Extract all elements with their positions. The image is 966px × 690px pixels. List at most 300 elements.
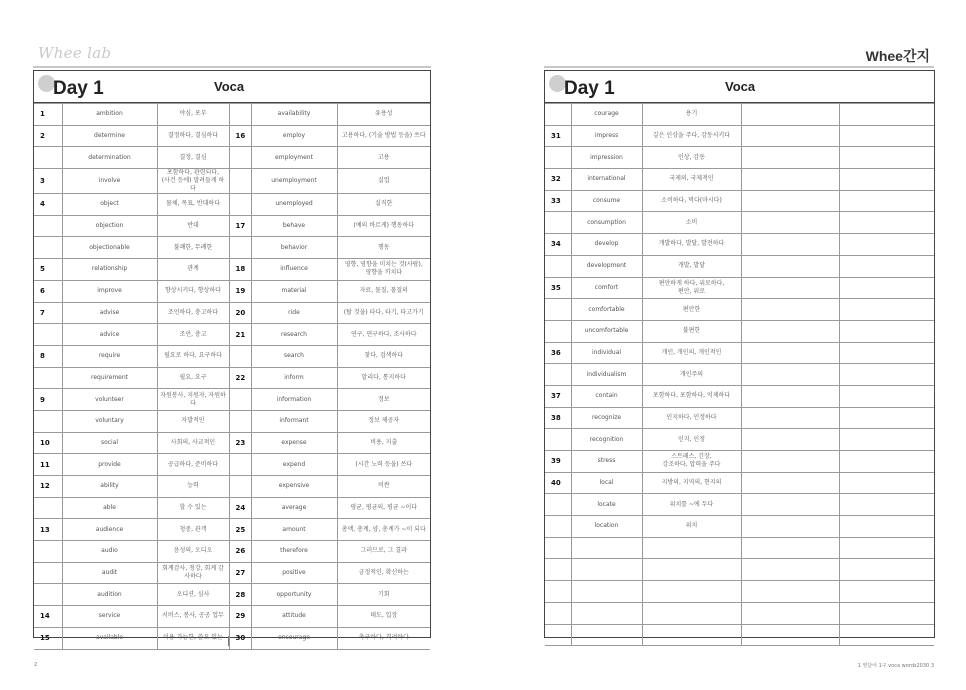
- table-cell: 불쾌한, 무례한: [157, 237, 229, 259]
- word-number: [545, 255, 571, 277]
- table-cell: unemployed: [251, 194, 337, 216]
- table-cell: [741, 190, 839, 212]
- table-cell: [839, 169, 934, 191]
- table-cell: expense: [251, 432, 337, 454]
- word-number: 23: [229, 432, 251, 454]
- table-cell: 자원봉사, 지원자, 자원하다: [157, 389, 229, 411]
- table-cell: 개인주의: [642, 364, 741, 386]
- table-cell: 개발, 발달: [642, 255, 741, 277]
- table-cell: 실직한: [337, 194, 430, 216]
- table-row: [34, 454, 430, 476]
- table-cell: [839, 602, 934, 624]
- table-cell: [571, 602, 642, 624]
- table-cell: [839, 559, 934, 581]
- word-number: 2: [34, 125, 62, 147]
- table-cell: [741, 472, 839, 494]
- word-number: 5: [34, 259, 62, 281]
- table-cell: 필요, 요구: [157, 367, 229, 389]
- word-number: [545, 364, 571, 386]
- table-row: [34, 367, 430, 389]
- table-cell: 개인, 개인의, 개인적인: [642, 342, 741, 364]
- word-number: [229, 237, 251, 259]
- word-number: [34, 237, 62, 259]
- page-number-left: 2: [34, 662, 38, 668]
- table-cell: 편안한: [642, 299, 741, 321]
- brand-logo-right: Whee간지: [865, 48, 930, 64]
- table-cell: 찾다, 검색하다: [337, 345, 430, 367]
- vocab-page-left: [33, 70, 431, 643]
- word-number: 29: [229, 606, 251, 628]
- table-row: [34, 169, 430, 194]
- table-cell: [839, 407, 934, 429]
- table-cell: service: [62, 606, 157, 628]
- word-number: 30: [229, 627, 251, 649]
- word-number: 17: [229, 215, 251, 237]
- table-cell: [642, 559, 741, 581]
- table-row: [34, 280, 430, 302]
- table-cell: 평균, 평균의, 평균 ~이다: [337, 497, 430, 519]
- table-cell: [571, 581, 642, 603]
- table-row: [34, 562, 430, 584]
- word-number: 22: [229, 367, 251, 389]
- table-cell: 결정, 결심: [157, 147, 229, 169]
- table-cell: improve: [62, 280, 157, 302]
- word-number: 20: [229, 302, 251, 324]
- table-cell: 정보 제공자: [337, 410, 430, 432]
- table-cell: voluntary: [62, 410, 157, 432]
- word-number: [545, 494, 571, 516]
- word-number: 33: [545, 190, 571, 212]
- table-row: [34, 125, 430, 147]
- table-cell: [571, 537, 642, 559]
- word-number: 1: [34, 104, 62, 126]
- word-number: 36: [545, 342, 571, 364]
- word-number: [545, 537, 571, 559]
- table-cell: develop: [571, 234, 642, 256]
- table-cell: provide: [62, 454, 157, 476]
- table-cell: [839, 581, 934, 603]
- table-cell: 포함하다, 포함하다, 억제하다: [642, 385, 741, 407]
- table-cell: 자발적인: [157, 410, 229, 432]
- table-cell: average: [251, 497, 337, 519]
- table-cell: [839, 234, 934, 256]
- word-number: 21: [229, 324, 251, 346]
- table-cell: local: [571, 472, 642, 494]
- word-number: 3: [34, 169, 62, 194]
- table-cell: [839, 494, 934, 516]
- table-cell: availability: [251, 104, 337, 126]
- table-cell: impress: [571, 125, 642, 147]
- table-row: [34, 302, 430, 324]
- table-cell: recognition: [571, 429, 642, 451]
- table-cell: [741, 169, 839, 191]
- word-number: [34, 147, 62, 169]
- table-row: [34, 324, 430, 346]
- word-number: [545, 320, 571, 342]
- table-row: [34, 215, 430, 237]
- word-number: 34: [545, 234, 571, 256]
- table-cell: impression: [571, 147, 642, 169]
- word-number: [229, 194, 251, 216]
- word-number: [545, 212, 571, 234]
- table-cell: 스트레스, 긴장, 강조하다, 압력을 주다: [642, 451, 741, 473]
- table-cell: audience: [62, 519, 157, 541]
- table-row: [34, 476, 430, 498]
- table-cell: amount: [251, 519, 337, 541]
- table-cell: [741, 385, 839, 407]
- table-row: [545, 125, 934, 147]
- table-cell: 태도, 입장: [337, 606, 430, 628]
- table-cell: [741, 429, 839, 451]
- table-row: [545, 472, 934, 494]
- voca-title: Voca: [725, 79, 756, 94]
- table-row: [34, 104, 430, 126]
- word-number: [545, 559, 571, 581]
- table-cell: employment: [251, 147, 337, 169]
- table-cell: involve: [62, 169, 157, 194]
- table-cell: positive: [251, 562, 337, 584]
- table-cell: requirement: [62, 367, 157, 389]
- table-cell: therefore: [251, 541, 337, 563]
- word-number: 38: [545, 407, 571, 429]
- table-row: [545, 429, 934, 451]
- table-cell: 관계: [157, 259, 229, 281]
- word-number: [229, 410, 251, 432]
- table-cell: (탈 것을) 타다, 타기, 타고가기: [337, 302, 430, 324]
- table-cell: social: [62, 432, 157, 454]
- table-cell: encourage: [251, 627, 337, 649]
- table-cell: 유용성: [337, 104, 430, 126]
- table-cell: influence: [251, 259, 337, 281]
- table-cell: 지방의, 지역의, 현지의: [642, 472, 741, 494]
- table-cell: 깊은 인상을 주다, 감동시키다: [642, 125, 741, 147]
- table-cell: 연구, 연구하다, 조사하다: [337, 324, 430, 346]
- table-cell: (시간 노력 등을) 쓰다: [337, 454, 430, 476]
- table-cell: ride: [251, 302, 337, 324]
- table-cell: 행동: [337, 237, 430, 259]
- table-row: [545, 147, 934, 169]
- table-cell: 위치를 ~에 두다: [642, 494, 741, 516]
- table-cell: 비싼: [337, 476, 430, 498]
- table-cell: uncomfortable: [571, 320, 642, 342]
- table-cell: 청중, 관객: [157, 519, 229, 541]
- table-cell: [741, 212, 839, 234]
- table-cell: [741, 581, 839, 603]
- word-number: 26: [229, 541, 251, 563]
- vocab-page-right: [544, 70, 935, 638]
- word-number: [229, 104, 251, 126]
- table-cell: require: [62, 345, 157, 367]
- table-cell: [839, 451, 934, 473]
- table-cell: 인지, 인정: [642, 429, 741, 451]
- table-cell: [839, 147, 934, 169]
- word-number: 37: [545, 385, 571, 407]
- table-cell: [839, 125, 934, 147]
- table-cell: 영향, 영향을 미치는 것(사람), 영향을 끼치다: [337, 259, 430, 281]
- table-cell: [741, 407, 839, 429]
- word-number: [34, 541, 62, 563]
- table-cell: 포함하다, 관련되다, (사건 등에) 말려들게 하다: [157, 169, 229, 194]
- table-cell: 필요로 하다, 요구하다: [157, 345, 229, 367]
- table-row: [34, 237, 430, 259]
- page-header: [34, 71, 430, 103]
- table-cell: stress: [571, 451, 642, 473]
- table-cell: 비용, 지출: [337, 432, 430, 454]
- word-number: [545, 104, 571, 126]
- table-cell: 총액, 총계, 양, 총계가 ~이 되다: [337, 519, 430, 541]
- word-number: 24: [229, 497, 251, 519]
- word-number: 15: [34, 627, 62, 649]
- table-cell: audit: [62, 562, 157, 584]
- word-number: [545, 299, 571, 321]
- table-cell: [839, 320, 934, 342]
- table-cell: available: [62, 627, 157, 649]
- word-number: 7: [34, 302, 62, 324]
- table-cell: inform: [251, 367, 337, 389]
- table-row: [545, 190, 934, 212]
- table-cell: [839, 277, 934, 299]
- table-cell: locate: [571, 494, 642, 516]
- word-number: 16: [229, 125, 251, 147]
- table-row: [545, 212, 934, 234]
- table-cell: material: [251, 280, 337, 302]
- table-row: [34, 627, 430, 649]
- table-cell: research: [251, 324, 337, 346]
- table-cell: comfort: [571, 277, 642, 299]
- table-row: [545, 385, 934, 407]
- table-cell: able: [62, 497, 157, 519]
- table-cell: 국제의, 국제적인: [642, 169, 741, 191]
- word-number: [545, 581, 571, 603]
- table-row: [545, 364, 934, 386]
- word-number: [34, 367, 62, 389]
- table-cell: [741, 364, 839, 386]
- table-cell: [839, 624, 934, 646]
- word-number: 19: [229, 280, 251, 302]
- table-row: [34, 541, 430, 563]
- word-number: 11: [34, 454, 62, 476]
- table-cell: expensive: [251, 476, 337, 498]
- table-cell: 개발하다, 발달, 발전하다: [642, 234, 741, 256]
- table-cell: [741, 537, 839, 559]
- table-cell: [741, 299, 839, 321]
- table-row: [545, 407, 934, 429]
- table-cell: [839, 537, 934, 559]
- table-cell: 인상, 감동: [642, 147, 741, 169]
- word-number: [229, 345, 251, 367]
- table-row: [545, 516, 934, 538]
- table-cell: 조언, 충고: [157, 324, 229, 346]
- brand-logo-left: Whee lab: [38, 44, 112, 62]
- table-cell: 향상시키다, 향상하다: [157, 280, 229, 302]
- header-rule-right: [544, 66, 934, 68]
- table-cell: [839, 472, 934, 494]
- word-number: 32: [545, 169, 571, 191]
- table-cell: volunteer: [62, 389, 157, 411]
- table-cell: 편안하게 하다, 위로하다, 편안, 위로: [642, 277, 741, 299]
- table-cell: 능력: [157, 476, 229, 498]
- word-number: [34, 324, 62, 346]
- word-number: [229, 147, 251, 169]
- table-cell: [741, 451, 839, 473]
- day-title: Day 1: [564, 78, 615, 99]
- word-number: [229, 454, 251, 476]
- table-cell: [839, 299, 934, 321]
- table-cell: [839, 342, 934, 364]
- word-number: 40: [545, 472, 571, 494]
- table-row: [545, 451, 934, 473]
- table-row: [34, 606, 430, 628]
- table-cell: 정보: [337, 389, 430, 411]
- table-cell: audition: [62, 584, 157, 606]
- table-cell: 서비스, 봉사, 공공 업무: [157, 606, 229, 628]
- table-cell: consumption: [571, 212, 642, 234]
- table-cell: 자료, 물질, 물질의: [337, 280, 430, 302]
- table-cell: [741, 255, 839, 277]
- table-cell: development: [571, 255, 642, 277]
- table-cell: [741, 516, 839, 538]
- table-cell: advise: [62, 302, 157, 324]
- table-row: [545, 255, 934, 277]
- table-cell: [741, 602, 839, 624]
- table-cell: contain: [571, 385, 642, 407]
- table-cell: ambition: [62, 104, 157, 126]
- table-cell: behavior: [251, 237, 337, 259]
- word-number: [545, 516, 571, 538]
- table-cell: [642, 581, 741, 603]
- table-row: [34, 345, 430, 367]
- table-cell: employ: [251, 125, 337, 147]
- table-cell: 불편한: [642, 320, 741, 342]
- table-cell: 소비하다, 먹다(마시다): [642, 190, 741, 212]
- voca-title: Voca: [214, 79, 245, 94]
- word-number: [229, 476, 251, 498]
- table-cell: [741, 624, 839, 646]
- table-cell: 이용 가능한, 쓸모 있는: [157, 627, 229, 649]
- table-cell: behave: [251, 215, 337, 237]
- table-cell: attitude: [251, 606, 337, 628]
- table-cell: 위치: [642, 516, 741, 538]
- table-cell: [741, 147, 839, 169]
- table-cell: [642, 602, 741, 624]
- word-number: 35: [545, 277, 571, 299]
- table-cell: 실업: [337, 169, 430, 194]
- table-cell: [839, 385, 934, 407]
- table-cell: 반대: [157, 215, 229, 237]
- word-number: 10: [34, 432, 62, 454]
- table-cell: search: [251, 345, 337, 367]
- table-row: [34, 147, 430, 169]
- table-cell: individual: [571, 342, 642, 364]
- table-cell: 인지하다, 인정하다: [642, 407, 741, 429]
- table-cell: 음성의, 오디오: [157, 541, 229, 563]
- table-row: [545, 299, 934, 321]
- table-row: [34, 410, 430, 432]
- word-number: [34, 410, 62, 432]
- table-cell: courage: [571, 104, 642, 126]
- table-row: [545, 342, 934, 364]
- table-cell: expend: [251, 454, 337, 476]
- page-header: [545, 71, 934, 103]
- table-cell: [642, 624, 741, 646]
- table-cell: [741, 125, 839, 147]
- table-cell: 오디션, 심사: [157, 584, 229, 606]
- word-number: 4: [34, 194, 62, 216]
- table-cell: 긍정적인, 확신하는: [337, 562, 430, 584]
- table-cell: 촉구하다, 격려하다: [337, 627, 430, 649]
- table-row: [545, 559, 934, 581]
- table-row: [545, 581, 934, 603]
- divider-tick: [228, 636, 229, 646]
- vocab-table: [545, 103, 934, 646]
- table-row: [34, 194, 430, 216]
- table-row: [545, 169, 934, 191]
- table-cell: informant: [251, 410, 337, 432]
- table-cell: objection: [62, 215, 157, 237]
- table-row: [34, 584, 430, 606]
- word-number: [34, 497, 62, 519]
- word-number: 13: [34, 519, 62, 541]
- table-cell: (예의 바르게) 행동하다: [337, 215, 430, 237]
- table-cell: [741, 104, 839, 126]
- word-number: 27: [229, 562, 251, 584]
- table-cell: 물체, 목표, 반대하다: [157, 194, 229, 216]
- header-rule-left: [33, 66, 431, 68]
- word-number: [229, 169, 251, 194]
- table-cell: [839, 429, 934, 451]
- table-row: [545, 624, 934, 646]
- word-number: 6: [34, 280, 62, 302]
- word-number: [545, 429, 571, 451]
- table-row: [545, 320, 934, 342]
- table-cell: [741, 494, 839, 516]
- table-row: [34, 259, 430, 281]
- word-number: [545, 147, 571, 169]
- table-cell: 용기: [642, 104, 741, 126]
- table-cell: [741, 342, 839, 364]
- table-cell: objectionable: [62, 237, 157, 259]
- table-row: [545, 537, 934, 559]
- table-cell: information: [251, 389, 337, 411]
- word-number: 28: [229, 584, 251, 606]
- table-cell: advice: [62, 324, 157, 346]
- table-cell: individualism: [571, 364, 642, 386]
- table-cell: 고용하다, (기술 방법 등을) 쓰다: [337, 125, 430, 147]
- table-cell: [741, 559, 839, 581]
- table-row: [34, 389, 430, 411]
- table-cell: 기회: [337, 584, 430, 606]
- vocab-table: [34, 103, 430, 650]
- table-cell: [741, 277, 839, 299]
- table-cell: opportunity: [251, 584, 337, 606]
- table-cell: 할 수 있는: [157, 497, 229, 519]
- table-cell: location: [571, 516, 642, 538]
- word-number: [545, 624, 571, 646]
- table-cell: determine: [62, 125, 157, 147]
- table-cell: 소비: [642, 212, 741, 234]
- table-cell: audio: [62, 541, 157, 563]
- table-cell: 조언하다, 충고하다: [157, 302, 229, 324]
- table-cell: comfortable: [571, 299, 642, 321]
- table-cell: ability: [62, 476, 157, 498]
- table-cell: [839, 364, 934, 386]
- table-cell: international: [571, 169, 642, 191]
- table-cell: [839, 212, 934, 234]
- page-number-right: 1 영단어 1구 voca words2030 3: [857, 663, 934, 669]
- table-cell: [741, 320, 839, 342]
- table-row: [34, 519, 430, 541]
- word-number: 31: [545, 125, 571, 147]
